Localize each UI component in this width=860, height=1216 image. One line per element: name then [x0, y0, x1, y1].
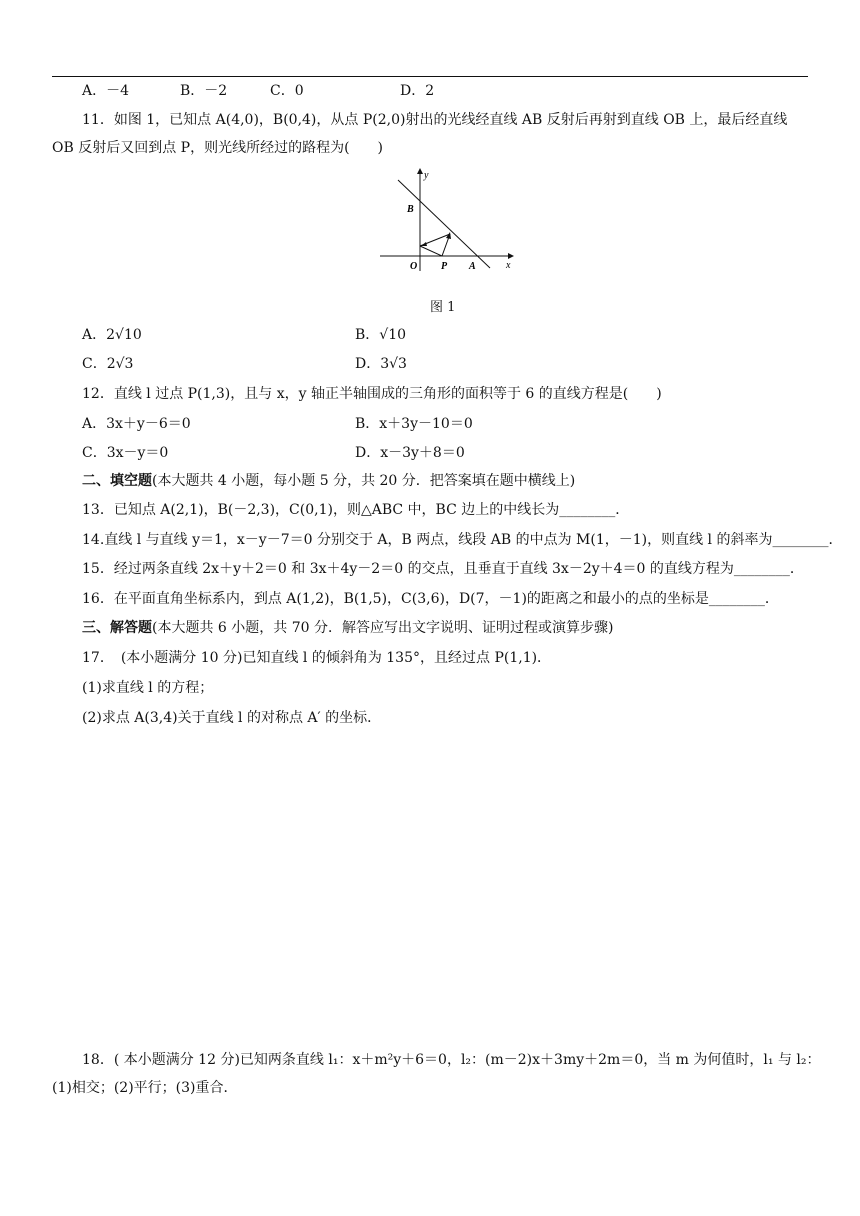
section2-heading: 二、填空题: [82, 473, 152, 489]
q12-stem: 12．直线 l 过点 P(1,3)，且与 x，y 轴正半轴围成的三角形的面积等于 6 的直线方程是( ): [82, 386, 662, 402]
q18-stem-line1: 18．( 本小题满分 12 分)已知两条直线 l₁：x＋m²y＋6＝0，l₂：(m－2)x＋3my＋2m＝0，当 m 为何值时，l₁ 与 l₂：: [82, 1052, 821, 1068]
q11-option-b: B．√10: [355, 327, 407, 343]
y-axis-arrow: [417, 168, 423, 174]
q15: 15．经过两条直线 2x＋y＋2＝0 和 3x＋4y－2＝0 的交点，且垂直于直线 3x－2y＋4＝0 的直线方程为________．: [82, 561, 804, 577]
q10-option-d: D．2: [400, 83, 435, 99]
q12-option-a: A．3x＋y－6＝0: [82, 416, 191, 432]
q12-option-b: B．x＋3y－10＝0: [355, 416, 473, 432]
section3-heading: 三、解答题: [82, 620, 152, 636]
q17-part1: (1)求直线 l 的方程；: [82, 680, 214, 696]
light-path-3: [420, 246, 442, 256]
label-b: B: [407, 204, 414, 215]
q12-option-c: C．3x－y＝0: [82, 445, 169, 461]
q11-figure: [376, 166, 516, 276]
q18-stem-line2: (1)相交；(2)平行；(3)重合．: [52, 1080, 238, 1096]
arrow-head-2: [421, 242, 427, 246]
section3-title: [82, 618, 613, 638]
section2-note: (本大题共 4 小题，每小题 5 分，共 20 分．把答案填在题中横线上): [152, 473, 576, 489]
label-o: O: [410, 261, 418, 272]
section2-title: [82, 471, 575, 491]
q11-stem-line2: OB 反射后又回到点 P，则光线所经过的路程为( ): [52, 140, 384, 156]
label-x: x: [506, 260, 511, 271]
q17-part2: (2)求点 A(3,4)关于直线 l 的对称点 A′ 的坐标．: [82, 710, 382, 726]
q10-option-c: C．0: [270, 83, 304, 99]
q16: 16．在平面直角坐标系内，到点 A(1,2)，B(1,5)，C(3,6)，D(7，－1)的距离之和最小的点的坐标是________．: [82, 591, 779, 607]
q10-option-a: A．－4: [82, 83, 130, 99]
q11-option-d: D．3√3: [355, 356, 407, 372]
figure-caption: 图 1: [430, 300, 456, 315]
q13: 13．已知点 A(2,1)，B(－2,3)，C(0,1)，则△ABC 中，BC 边上的中线长为________．: [82, 502, 630, 518]
q11-option-c: C．2√3: [82, 356, 134, 372]
q10-option-b: B．－2: [180, 83, 228, 99]
q11-option-a: A．2√10: [82, 327, 142, 343]
section3-note: (本大题共 6 小题，共 70 分．解答应写出文字说明、证明过程或演算步骤): [152, 620, 614, 636]
x-axis-arrow: [508, 253, 514, 259]
q14: 14.直线 l 与直线 y＝1，x－y－7＝0 分别交于 A，B 两点，线段 AB 的中点为 M(1，－1)，则直线 l 的斜率为________．: [82, 532, 843, 548]
label-p: P: [441, 261, 448, 272]
label-a: A: [469, 261, 476, 272]
line-ab: [398, 180, 490, 268]
header-rule: [52, 76, 808, 77]
q11-stem-line1: 11．如图 1，已知点 A(4,0)，B(0,4)，从点 P(2,0)射出的光线经直线 AB 反射后再射到直线 OB 上，最后经直线: [82, 112, 788, 128]
q12-option-d: D．x－3y＋8＝0: [355, 445, 465, 461]
label-y: y: [424, 170, 429, 181]
q17-stem: 17． (本小题满分 10 分)已知直线 l 的倾斜角为 135°，且经过点 P(1,1)．: [82, 650, 552, 666]
